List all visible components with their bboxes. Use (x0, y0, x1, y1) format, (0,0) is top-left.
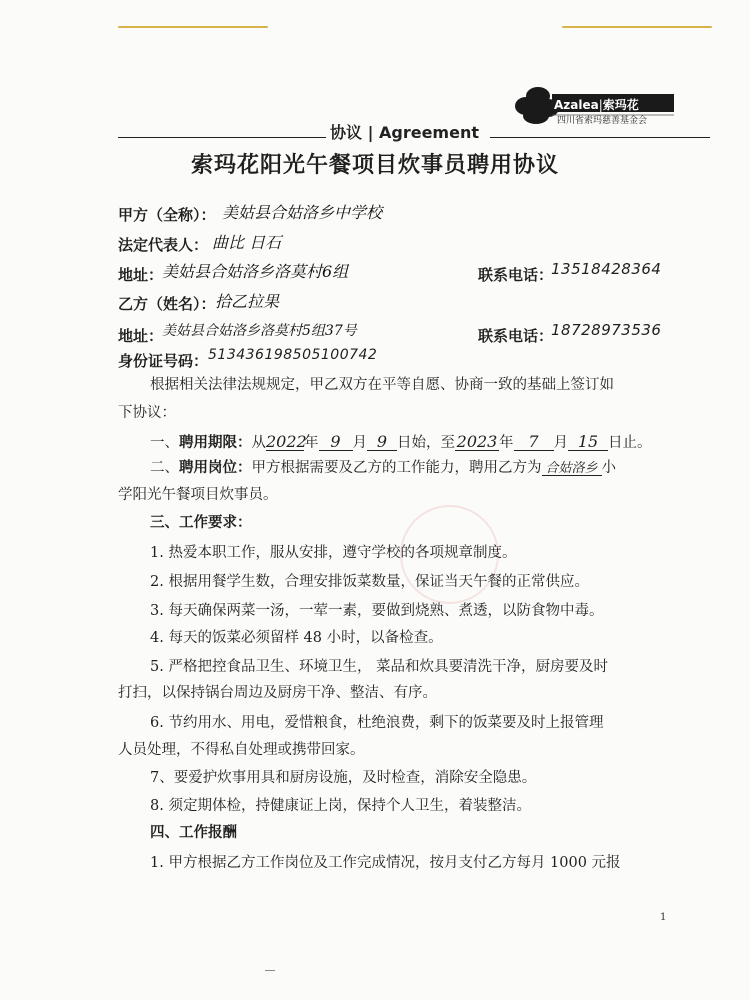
phone-a-value: 13518428364 (551, 260, 662, 278)
requirement-1: 1. 热爱本职工作，服从安排，遵守学校的各项规章制度。 (150, 545, 517, 561)
section-2-prefix: 二、 (150, 460, 179, 476)
party-b-label: 乙方（姓名）： (118, 295, 216, 313)
phone-a-label: 联系电话： (478, 266, 554, 284)
id-label: 身份证号码： (118, 352, 209, 370)
end-day: 15 (568, 434, 608, 451)
start-day: 9 (367, 434, 397, 451)
top-left-gold-line (118, 26, 268, 28)
school-name: 合姑洛乡 (542, 462, 602, 476)
month-char-2: 月 (553, 435, 568, 451)
requirement-6: 6. 节约用水、用电，爱惜粮食，杜绝浪费，剩下的饭菜要及时上报管理 (150, 715, 604, 731)
section-2-text: 甲方根据需要及乙方的工作能力，聘用乙方为 (251, 460, 542, 476)
section-1-label: 聘用期限： (179, 435, 252, 451)
legal-rep-value: 曲比 日石 (212, 233, 282, 252)
requirement-6-cont: 人员处理，不得私自处理或携带回家。 (118, 742, 365, 758)
address-a-value: 美姑县合姑洛乡洛莫村6组 (162, 262, 349, 281)
header-rule-left (118, 137, 326, 138)
year-char: 年 (304, 435, 319, 451)
intro-line-2: 下协议： (118, 405, 176, 421)
day-start-text: 日始，至 (397, 435, 455, 451)
party-a-label: 甲方（全称）： (118, 206, 216, 224)
page-title: 索玛花阳光午餐项目炊事员聘用协议 (190, 153, 559, 178)
footer-mark (265, 970, 275, 971)
phone-b-value: 18728973536 (551, 321, 662, 339)
intro-line-1: 根据相关法律法规规定，甲乙双方在平等自愿、协商一致的基础上签订如 (150, 377, 614, 393)
requirement-4: 4. 每天的饭菜必须留样 48 小时，以备检查。 (150, 630, 443, 646)
address-b-label: 地址： (118, 327, 164, 345)
section-1-from: 从 (251, 435, 266, 451)
logo-foundation: 四川省索玛慈善基金会 (557, 116, 648, 126)
party-b-value: 拾乙拉果 (215, 292, 280, 311)
section-2-line (150, 461, 616, 476)
section-2-text-end: 小 (601, 460, 616, 476)
header-rule-right (490, 137, 710, 138)
requirement-3: 3. 每天确保两菜一汤，一荤一素，要做到烧熟、煮透，以防食物中毒。 (150, 603, 604, 619)
end-year: 2023 (456, 432, 498, 451)
start-year: 2022 (266, 432, 307, 451)
logo-brand-cn: 索玛花 (602, 98, 639, 112)
logo-brand-en: Azalea (554, 98, 599, 112)
section-1-prefix: 一、 (150, 435, 179, 451)
requirement-5-cont: 打扫，以保持锅台周边及厨房干净、整洁、有序。 (118, 685, 437, 701)
start-month: 9 (319, 434, 353, 451)
address-b-value: 美姑县合姑洛乡洛莫村5组37号 (162, 323, 357, 339)
legal-rep-label: 法定代表人： (118, 236, 209, 254)
requirement-7: 7、要爱护炊事用具和厨房设施，及时检查，消除安全隐患。 (150, 770, 537, 786)
end-month: 7 (514, 434, 554, 451)
page-number: 1 (660, 912, 667, 923)
month-char: 月 (352, 435, 367, 451)
requirement-5: 5. 严格把控食品卫生、环境卫生， 菜品和炊具要清洗干净，厨房要及时 (150, 659, 609, 675)
remuneration-1: 1. 甲方根据乙方工作岗位及工作完成情况，按月支付乙方每月 1000 元报 (150, 855, 621, 871)
phone-b-label: 联系电话： (478, 327, 554, 345)
section-3-heading: 三、工作要求： (150, 515, 252, 531)
requirement-8: 8. 须定期体检，持健康证上岗，保持个人卫生，着装整洁。 (150, 798, 531, 814)
id-value: 513436198505100742 (208, 347, 378, 363)
header-tab: 协议 | Agreement (330, 123, 479, 142)
party-a-value: 美姑县合姑洛乡中学校 (222, 203, 383, 222)
day-end-text: 日止。 (608, 435, 652, 451)
section-1-line (150, 434, 652, 451)
section-4-heading: 四、工作报酬 (150, 825, 237, 841)
address-a-label: 地址： (118, 266, 164, 284)
section-2-label: 聘用岗位： (179, 460, 252, 476)
year-char-2: 年 (499, 435, 514, 451)
top-right-gold-line (562, 26, 712, 28)
section-2-line-2: 学阳光午餐项目炊事员。 (118, 487, 278, 503)
requirement-2: 2. 根据用餐学生数，合理安排饭菜数量，保证当天午餐的正常供应。 (150, 574, 589, 590)
logo-brand: Azalea|索玛花 (554, 98, 639, 112)
